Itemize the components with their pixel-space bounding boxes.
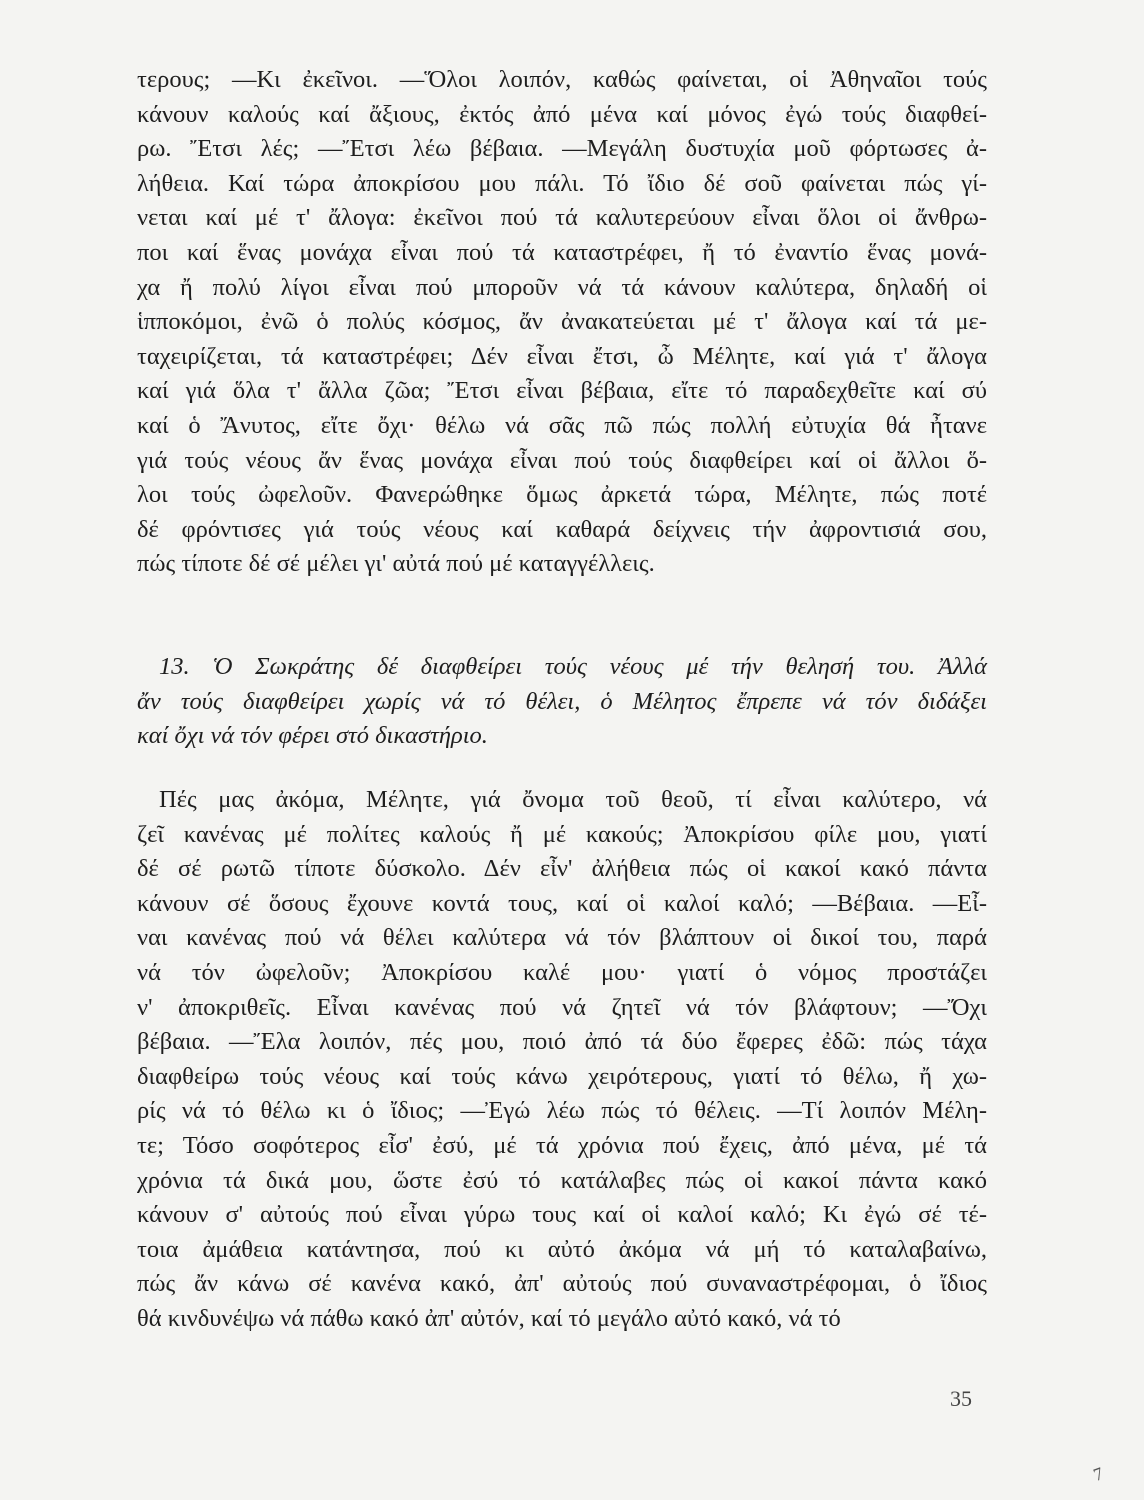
text-line: γιά τούς νέους ἄν ἕνας μονάχα εἶναι πού τούς διαφθείρει καί οἱ ἄλλοι ὅ- <box>137 446 987 474</box>
text-line: Πές μας ἀκόμα, Μέλητε, γιά ὄνομα τοῦ θεοῦ, τί εἶναι καλύτερο, νά <box>159 786 987 813</box>
text-line: ἄν τούς διαφθείρει χωρίς νά τό θέλει, ὁ Μέλητος ἔπρεπε νά τόν διδάξει <box>137 687 987 715</box>
text-line: 13. Ὁ Σωκράτης δέ διαφθείρει τούς νέους μέ τήν θελησή του. Ἀλλά <box>159 653 987 680</box>
text-line: νά τόν ὠφελοῦν; Ἀποκρίσου καλέ μου· γιατί ὁ νόμος προστάζει <box>137 958 987 986</box>
text-line: τοια ἀμάθεια κατάντησα, πού κι αὐτό ἀκόμα νά μή τό καταλαβαίνω, <box>137 1235 987 1263</box>
text-line: δέ σέ ρωτῶ τίποτε δύσκολο. Δέν εἶν' ἀλήθεια πώς οἱ κακοί κακό πάντα <box>137 855 987 883</box>
text-line: κάνουν σέ ὅσους ἔχουνε κοντά τους, καί οἱ καλοί καλό; —Βέβαια. —Εἶ- <box>137 889 987 917</box>
text-line: τε; Τόσο σοφότερος εἶσ' ἐσύ, μέ τά χρόνια πού ἔχεις, ἀπό μένα, μέ τά <box>137 1131 987 1159</box>
text-line: ποι καί ἕνας μονάχα εἶναι πού τά καταστρέφει, ἤ τό ἐναντίο ἕνας μονά- <box>137 238 987 266</box>
text-line: ζεῖ κανένας μέ πολίτες καλούς ἤ μέ κακούς; Ἀποκρίσου φίλε μου, γιατί <box>137 820 987 848</box>
page-number: 35 <box>950 1386 972 1411</box>
text-line: κάνουν σ' αὐτούς πού εἶναι γύρω τους καί οἱ καλοί καλό; Κι ἐγώ σέ τέ- <box>137 1201 987 1229</box>
text-line: ναι κανένας πού νά θέλει καλύτερα νά τόν βλάπτουν οἱ δικοί του, παρά <box>137 924 987 952</box>
text-line: καί ὄχι νά τόν φέρει στό δικαστήριο. <box>137 722 488 750</box>
text-line: ἱπποκόμοι, ἐνῶ ὁ πολύς κόσμος, ἄν ἀνακατεύεται μέ τ' ἄλογα καί τά με- <box>137 308 987 336</box>
text-line: τερους; —Κι ἐκεῖνοι. —Ὅλοι λοιπόν, καθώς φαίνεται, οἱ Ἀθηναῖοι τούς <box>137 66 987 93</box>
text-line: χρόνια τά δικά μου, ὥστε ἐσύ τό κατάλαβες πώς οἱ κακοί πάντα κακό <box>137 1166 987 1194</box>
text-line: χα ἤ πολύ λίγοι εἶναι πού μποροῦν νά τά κάνουν καλύτερα, δηλαδή οἱ <box>137 273 987 301</box>
text-line: λήθεια. Καί τώρα ἀποκρίσου μου πάλι. Τό ἴδιο δέ σοῦ φαίνεται πώς γί- <box>137 169 987 197</box>
paragraph-main <box>137 783 987 1337</box>
text-line: λοι τούς ὠφελοῦν. Φανερώθηκε ὅμως ἀρκετά τώρα, Μέλητε, πώς ποτέ <box>137 481 987 509</box>
text-line: καί ὁ Ἄνυτος, εἴτε ὄχι· θέλω νά σᾶς πῶ πώς πολλή εὐτυχία θά ἦτανε <box>137 411 987 439</box>
text-line: θά κινδυνέψω νά πάθω κακό ἀπ' αὐτόν, καί τό μεγάλο αὐτό κακό, νά τό <box>137 1304 841 1332</box>
text-line: δέ φρόντισες γιά τούς νέους καί καθαρά δείχνεις τήν ἀφροντισιά σου, <box>137 515 987 543</box>
text-line: ρω. Ἔτσι λές; —Ἔτσι λέω βέβαια. —Μεγάλη δυστυχία μοῦ φόρτωσες ἀ- <box>137 135 987 163</box>
text-line: διαφθείρω τούς νέους καί τούς κάνω χειρότερους, γιατί τό θέλω, ἤ χω- <box>137 1062 987 1090</box>
text-line: ν' ἀποκριθεῖς. Εἶναι κανένας πού νά ζητεῖ νά τόν βλάφτουν; —Ὄχι <box>137 993 987 1021</box>
text-line: πώς ἄν κάνω σέ κανένα κακό, ἀπ' αὐτούς πού συναναστρέφομαι, ὁ ἴδιος <box>137 1270 987 1298</box>
corner-mark: 7 <box>1090 1463 1106 1485</box>
text-line: ρίς νά τό θέλω κι ὁ ἴδιος; —Ἐγώ λέω πώς τό θέλεις. —Τί λοιπόν Μέλη- <box>137 1097 987 1125</box>
text-line: καί γιά ὅλα τ' ἄλλα ζῶα; Ἔτσι εἶναι βέβαια, εἴτε τό παραδεχθεῖτε καί σύ <box>137 377 987 405</box>
text-line: ταχειρίζεται, τά καταστρέφει; Δέν εἶναι ἔτσι, ὦ Μέλητε, καί γιά τ' ἄλογα <box>137 342 987 370</box>
text-line: βέβαια. —Ἔλα λοιπόν, πές μου, ποιό ἀπό τά δύο ἔφερες ἐδῶ: πώς τάχα <box>137 1028 987 1056</box>
text-line: πώς τίποτε δέ σέ μέλει γι' αὐτά πού μέ καταγγέλλεις. <box>137 550 655 578</box>
text-line: κάνουν καλούς καί ἄξιους, ἐκτός ἀπό μένα καί μόνος ἐγώ τούς διαφθεί- <box>137 100 987 128</box>
section-13-heading <box>137 650 987 754</box>
paragraph-continuation <box>137 63 987 582</box>
text-line: νεται καί μέ τ' ἄλογα: ἐκεῖνοι πού τά καλυτερεύουν εἶναι ὅλοι οἱ ἄνθρω- <box>137 204 987 232</box>
